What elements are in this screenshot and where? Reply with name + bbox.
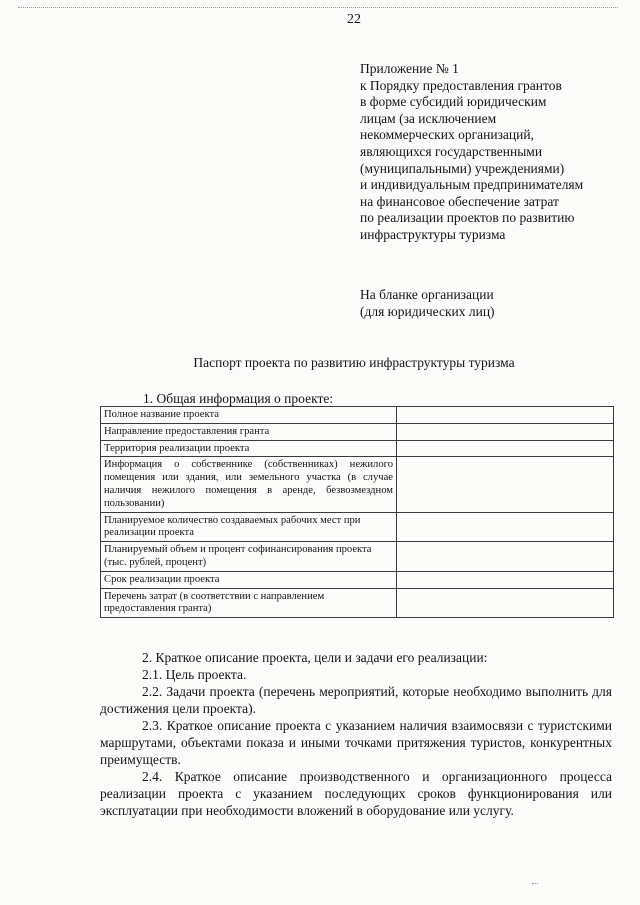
scan-edge-artifact <box>18 7 618 8</box>
letterhead-note-line: (для юридических лиц) <box>360 304 495 319</box>
table-cell-value <box>397 440 614 457</box>
table-row <box>101 457 614 512</box>
section2-heading: 2. Краткое описание проекта, цели и задачи его реализации: <box>142 650 488 665</box>
table-row <box>101 571 614 588</box>
letterhead-note <box>360 286 620 320</box>
table-row <box>101 407 614 424</box>
section2-item: 2.3. Краткое описание проекта с указанием наличия взаимосвязи с туристскими маршрутами, объектами показа и иными точками притяжения туристов, конкурентных преимуществ. <box>100 718 612 767</box>
appendix-line: на финансовое обеспечение затрат <box>360 193 559 209</box>
section2-item: 2.2. Задачи проекта (перечень мероприятий, которые необходимо выполнить для достижения цели проекта). <box>100 684 612 716</box>
table-cell-value <box>397 571 614 588</box>
appendix-line: инфраструктуры туризма <box>360 226 506 242</box>
table-row <box>101 512 614 542</box>
table-cell-value <box>397 457 614 512</box>
appendix-line: Приложение № 1 <box>360 61 459 76</box>
appendix-line: лицам (за исключением <box>360 110 497 126</box>
appendix-line: являющихся государственными <box>360 143 543 159</box>
appendix-line: по реализации проектов по развитию <box>360 210 575 226</box>
table-row <box>101 423 614 440</box>
section2-item: 2.1. Цель проекта. <box>142 667 247 682</box>
appendix-heading-block <box>360 61 630 244</box>
appendix-line: некоммерческих организаций, <box>360 127 534 143</box>
letterhead-note-line: На бланке организации <box>360 287 494 302</box>
table-cell-value <box>397 512 614 542</box>
section1-heading: 1. Общая информация о проекте: <box>143 391 334 406</box>
page-number: 22 <box>347 12 361 27</box>
table-cell-label: Территория реализации проекта <box>101 440 397 457</box>
table-cell-label: Информация о собственнике (собственниках) нежилого помещения или здания, или земельного участка (в случае наличия нежилого помещения в аренде, безвозмездном пользовании) <box>101 457 397 512</box>
document-title: Паспорт проекта по развитию инфраструктуры туризма <box>193 355 515 370</box>
table-cell-label: Перечень затрат (в соответствии с направлением предоставления гранта) <box>101 588 397 618</box>
table-cell-value <box>397 542 614 572</box>
section2-item: 2.4. Краткое описание производственного и организационного процесса реализации проекта с указанием последующих сроков функционирования или эксплуатации при необходимости вложений в оборудование или услугу. <box>100 769 612 818</box>
project-info-table <box>100 406 614 618</box>
table-cell-value <box>397 407 614 424</box>
table-cell-label: Направление предоставления гранта <box>101 423 397 440</box>
section2 <box>100 649 612 819</box>
appendix-line: и индивидуальным предпринимателям <box>360 177 584 193</box>
appendix-line: в форме субсидий юридическим <box>360 94 547 110</box>
table-row <box>101 542 614 572</box>
table-cell-label: Полное название проекта <box>101 407 397 424</box>
table-cell-value <box>397 588 614 618</box>
table-cell-label: Срок реализации проекта <box>101 571 397 588</box>
table-cell-value <box>397 423 614 440</box>
table-cell-label: Планируемое количество создаваемых рабочих мест при реализации проекта <box>101 512 397 542</box>
table-cell-label: Планируемый объем и процент софинансирования проекта (тыс. рублей, процент) <box>101 542 397 572</box>
table-row <box>101 588 614 618</box>
scan-mark-artifact <box>532 883 538 884</box>
appendix-line: (муниципальными) учреждениями) <box>360 160 565 176</box>
appendix-line: к Порядку предоставления грантов <box>360 77 562 93</box>
table-row <box>101 440 614 457</box>
